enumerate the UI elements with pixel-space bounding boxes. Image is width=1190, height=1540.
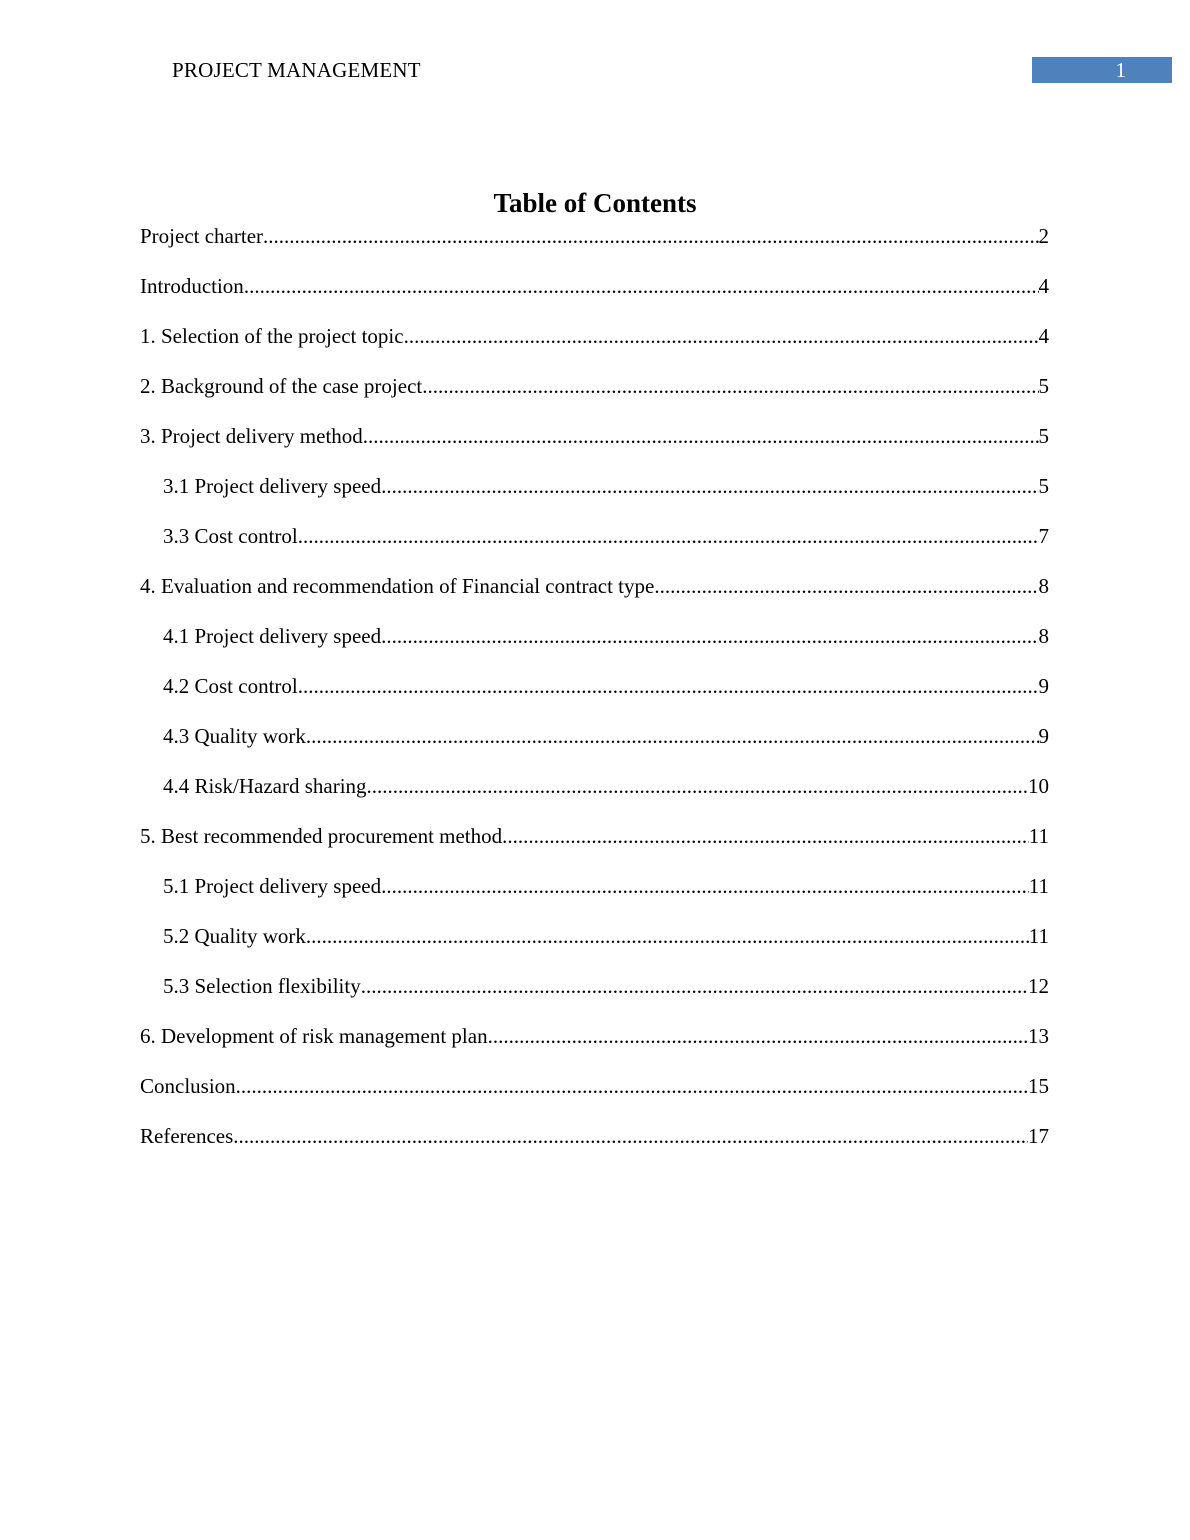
toc-entry-best-procurement-method[interactable] <box>140 822 1049 872</box>
toc-entry-3-1-project-delivery-speed[interactable] <box>140 472 1049 522</box>
toc-entry-page: 5 <box>1038 424 1049 448</box>
toc-entry-page: 2 <box>1038 224 1049 248</box>
toc-entry-label: 4.4 Risk/Hazard sharing <box>163 774 367 798</box>
toc-entry-label: References <box>140 1124 234 1148</box>
toc-dot-leader <box>298 672 1039 700</box>
toc-dot-leader <box>363 422 1039 450</box>
toc-entry-3-3-cost-control[interactable] <box>140 522 1049 572</box>
toc-entry-page: 8 <box>1038 574 1049 598</box>
toc-entry-5-3-selection-flexibility[interactable] <box>140 972 1049 1022</box>
toc-entry-references[interactable] <box>140 1122 1049 1172</box>
toc-entry-4-4-risk-hazard-sharing[interactable] <box>140 772 1049 822</box>
toc-dot-leader <box>381 622 1038 650</box>
toc-dot-leader <box>422 372 1038 400</box>
toc-dot-leader <box>381 472 1038 500</box>
toc-entry-label: 1. Selection of the project topic <box>140 324 404 348</box>
toc-dot-leader <box>263 222 1038 250</box>
toc-entry-page: 11 <box>1028 924 1049 948</box>
toc-entry-project-delivery-method[interactable] <box>140 422 1049 472</box>
toc-entry-label: 6. Development of risk management plan <box>140 1024 488 1048</box>
toc-entry-5-1-project-delivery-speed[interactable] <box>140 872 1049 922</box>
toc-dot-leader <box>361 972 1028 1000</box>
toc-entry-page: 12 <box>1028 974 1049 998</box>
toc-entry-risk-management-plan[interactable] <box>140 1022 1049 1072</box>
toc-dot-leader <box>236 1072 1028 1100</box>
toc-entry-page: 5 <box>1038 474 1049 498</box>
toc-entry-label: 5.3 Selection flexibility <box>163 974 361 998</box>
toc-entry-page: 5 <box>1038 374 1049 398</box>
toc-entry-evaluation-financial-contract-type[interactable] <box>140 572 1049 622</box>
toc-entry-4-3-quality-work[interactable] <box>140 722 1049 772</box>
toc-entry-page: 4 <box>1038 274 1049 298</box>
toc-dot-leader <box>233 1122 1028 1150</box>
toc-dot-leader <box>306 922 1029 950</box>
toc-entry-page: 4 <box>1038 324 1049 348</box>
toc-entry-page: 17 <box>1028 1124 1049 1148</box>
toc-entry-label: 4.1 Project delivery speed <box>163 624 382 648</box>
toc-entry-page: 9 <box>1038 674 1049 698</box>
toc-entry-page: 11 <box>1028 824 1049 848</box>
toc-dot-leader <box>298 522 1039 550</box>
toc-entry-label: 5.2 Quality work <box>163 924 306 948</box>
toc-entry-label: 2. Background of the case project <box>140 374 423 398</box>
toc-entry-selection-of-project-topic[interactable] <box>140 322 1049 372</box>
toc-entry-conclusion[interactable] <box>140 1072 1049 1122</box>
toc-dot-leader <box>488 1022 1028 1050</box>
toc-entry-label: 5.1 Project delivery speed <box>163 874 382 898</box>
toc-entry-introduction[interactable] <box>140 272 1049 322</box>
toc-entry-page: 8 <box>1038 624 1049 648</box>
toc-entry-page: 10 <box>1028 774 1049 798</box>
toc-entry-page: 15 <box>1028 1074 1049 1098</box>
toc-dot-leader <box>381 872 1029 900</box>
toc-entry-label: 3.1 Project delivery speed <box>163 474 382 498</box>
toc-entry-label: Introduction <box>140 274 244 298</box>
toc-entry-label: 4.3 Quality work <box>163 724 306 748</box>
toc-entry-page: 11 <box>1028 874 1049 898</box>
table-of-contents <box>140 222 1049 1172</box>
toc-dot-leader <box>367 772 1028 800</box>
toc-dot-leader <box>404 322 1039 350</box>
toc-entry-background-of-case-project[interactable] <box>140 372 1049 422</box>
toc-entry-5-2-quality-work[interactable] <box>140 922 1049 972</box>
toc-entry-label: 4. Evaluation and recommendation of Financial contract type <box>140 574 655 598</box>
toc-entry-project-charter[interactable] <box>140 222 1049 272</box>
toc-entry-label: 3. Project delivery method <box>140 424 363 448</box>
toc-entry-4-1-project-delivery-speed[interactable] <box>140 622 1049 672</box>
toc-entry-4-2-cost-control[interactable] <box>140 672 1049 722</box>
toc-entry-label: 3.3 Cost control <box>163 524 298 548</box>
toc-entry-label: 4.2 Cost control <box>163 674 298 698</box>
toc-entry-page: 7 <box>1038 524 1049 548</box>
toc-dot-leader <box>244 272 1039 300</box>
toc-dot-leader <box>306 722 1039 750</box>
toc-title: Table of Contents <box>493 188 697 218</box>
page-number: 1 <box>1115 58 1126 82</box>
toc-entry-label: Conclusion <box>140 1074 236 1098</box>
page-number-box <box>1032 57 1172 83</box>
toc-entry-page: 9 <box>1038 724 1049 748</box>
toc-entry-label: Project charter <box>140 224 264 248</box>
toc-dot-leader <box>502 822 1029 850</box>
running-head: PROJECT MANAGEMENT <box>172 58 421 82</box>
toc-entry-label: 5. Best recommended procurement method <box>140 824 503 848</box>
toc-dot-leader <box>654 572 1038 600</box>
toc-entry-page: 13 <box>1028 1024 1049 1048</box>
